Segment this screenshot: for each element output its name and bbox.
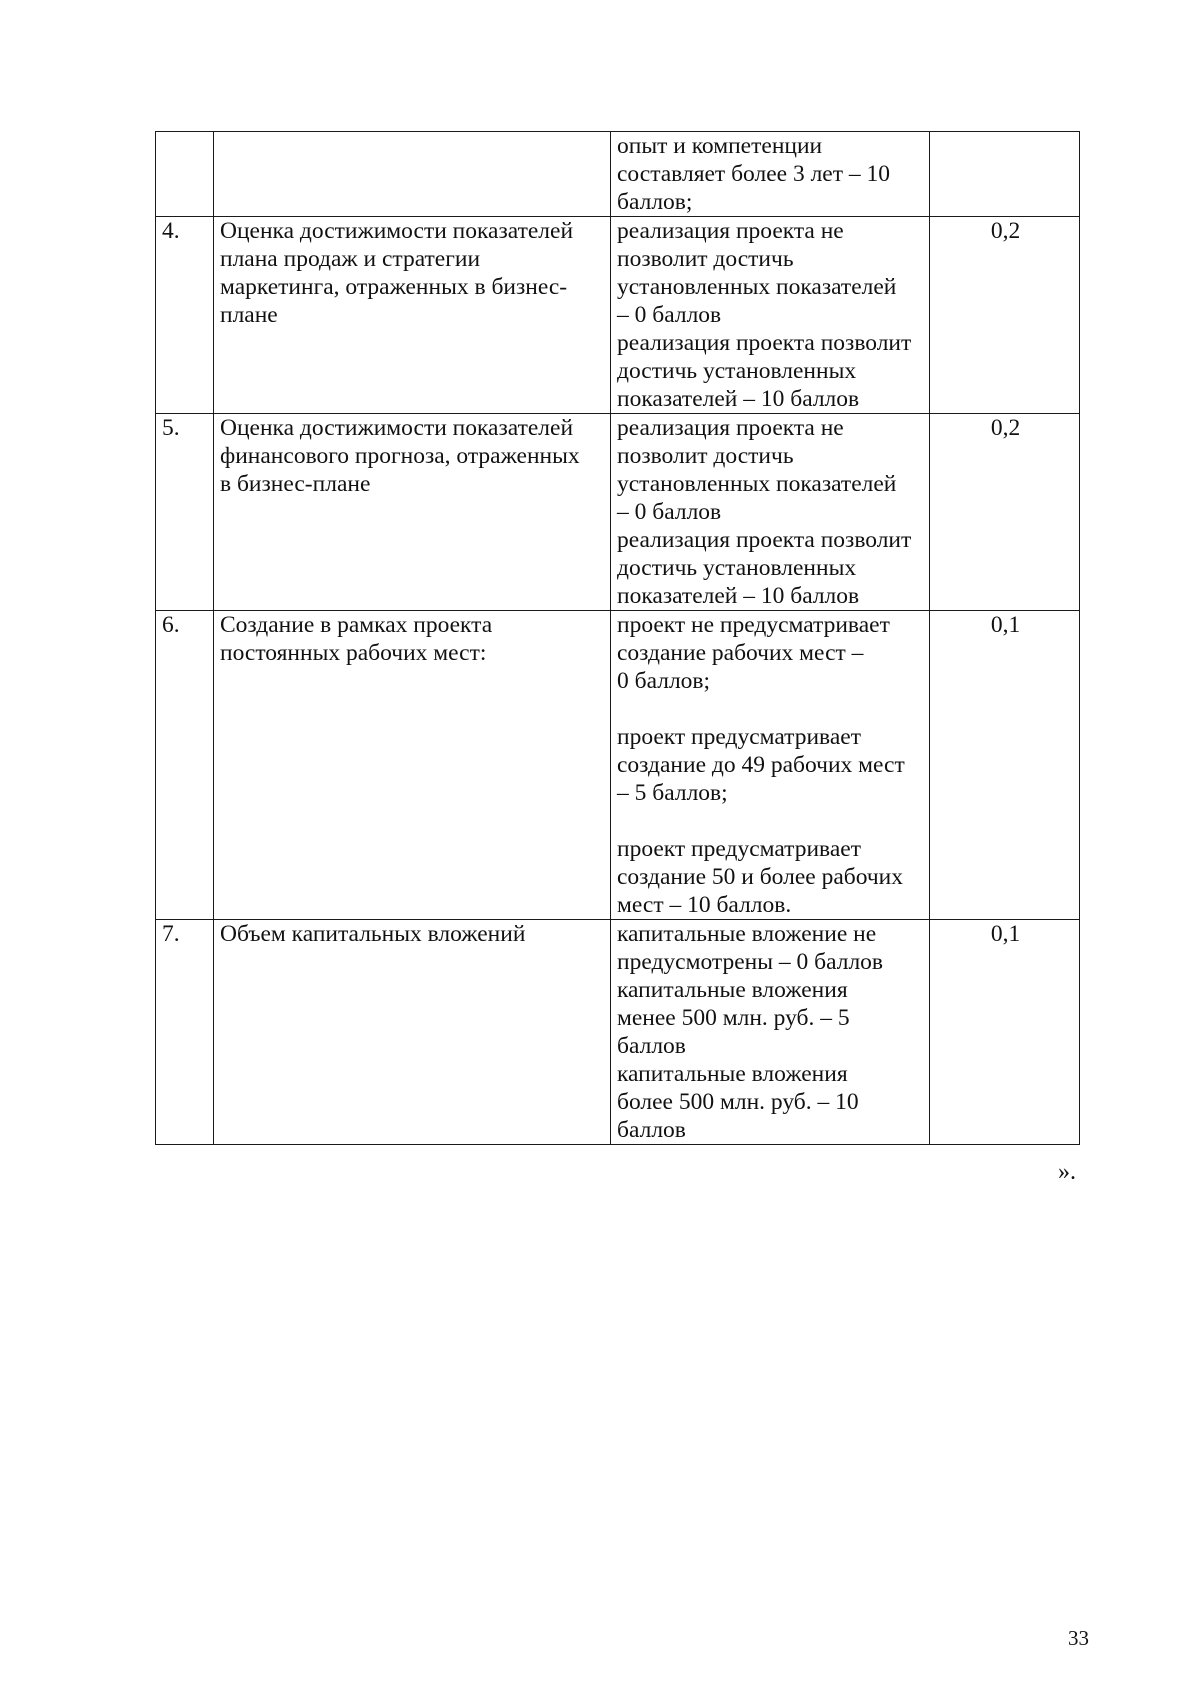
weight-cell <box>930 611 1080 920</box>
scoring-criteria-line: 0 баллов; <box>617 668 711 694</box>
scoring-criteria-line: капитальные вложения <box>617 1061 848 1087</box>
indicator-name-line: маркетинга, отраженных в бизнес- <box>220 274 568 300</box>
scoring-criteria-line: реализация проекта не <box>617 218 844 244</box>
table-row <box>156 920 1080 1145</box>
criteria-spacer <box>617 695 925 723</box>
indicator-name-line: Объем капитальных вложений <box>220 921 526 947</box>
scoring-criteria-line: позволит достичь <box>617 443 794 469</box>
weight-cell <box>930 414 1080 611</box>
scoring-criteria-line: опыт и компетенции <box>617 133 823 159</box>
weight-value: 0,2 <box>990 218 1021 244</box>
weight-value: 0,1 <box>990 612 1021 638</box>
scoring-criteria-line: реализация проекта позволит <box>617 527 912 553</box>
weight-cell <box>930 132 1080 217</box>
row-number-cell <box>156 217 214 414</box>
scoring-criteria-cell <box>611 217 930 414</box>
scoring-criteria-line: баллов; <box>617 189 693 215</box>
scoring-criteria-line: реализация проекта не <box>617 415 844 441</box>
row-number: 6. <box>162 612 180 638</box>
scoring-criteria-line: менее 500 млн. руб. – 5 <box>617 1005 850 1031</box>
scoring-criteria-line: создание до 49 рабочих мест <box>617 752 905 778</box>
scoring-criteria-line: – 5 баллов; <box>617 780 728 806</box>
scoring-criteria-line: достичь установленных <box>617 555 857 581</box>
indicator-name-line: Оценка достижимости показателей <box>220 218 574 244</box>
weight-value: 0,2 <box>990 415 1021 441</box>
scoring-criteria-line: реализация проекта позволит <box>617 330 912 356</box>
scoring-criteria-line: создание рабочих мест – <box>617 640 864 666</box>
scoring-criteria-line: установленных показателей <box>617 274 897 300</box>
indicator-name-cell <box>214 611 611 920</box>
scoring-criteria-line: проект предусматривает <box>617 836 861 862</box>
row-number-cell <box>156 414 214 611</box>
criteria-table <box>155 131 1080 1145</box>
indicator-name-line: Создание в рамках проекта <box>220 612 493 638</box>
scoring-criteria-line: более 500 млн. руб. – 10 <box>617 1089 859 1115</box>
closing-quote: ». <box>1058 1159 1076 1185</box>
indicator-name-line: в бизнес-плане <box>220 471 371 497</box>
scoring-criteria-line: – 0 баллов <box>617 499 722 525</box>
row-number-cell <box>156 132 214 217</box>
scoring-criteria-line: создание 50 и более рабочих <box>617 864 903 890</box>
scoring-criteria-line: капитальные вложение не <box>617 921 877 947</box>
criteria-spacer <box>617 807 925 835</box>
table-row <box>156 217 1080 414</box>
scoring-criteria-line: проект не предусматривает <box>617 612 890 638</box>
scoring-criteria-line: баллов <box>617 1117 686 1143</box>
scoring-criteria-cell <box>611 414 930 611</box>
scoring-criteria-cell <box>611 920 930 1145</box>
scoring-criteria-line: составляет более 3 лет – 10 <box>617 161 890 187</box>
scoring-criteria-line: достичь установленных <box>617 358 857 384</box>
indicator-name-line: Оценка достижимости показателей <box>220 415 574 441</box>
criteria-table-body <box>156 132 1080 1145</box>
scoring-criteria-line: мест – 10 баллов. <box>617 892 792 918</box>
weight-value: 0,1 <box>990 921 1021 947</box>
table-row <box>156 414 1080 611</box>
indicator-name-cell <box>214 920 611 1145</box>
scoring-criteria-line: баллов <box>617 1033 686 1059</box>
table-row <box>156 132 1080 217</box>
indicator-name-cell <box>214 414 611 611</box>
scoring-criteria-line: проект предусматривает <box>617 724 861 750</box>
indicator-name-line: постоянных рабочих мест: <box>220 640 487 666</box>
row-number: 7. <box>162 921 180 947</box>
weight-cell <box>930 217 1080 414</box>
row-number: 4. <box>162 218 180 244</box>
scoring-criteria-line: показателей – 10 баллов <box>617 386 860 412</box>
indicator-name-cell <box>214 132 611 217</box>
scoring-criteria-line: показателей – 10 баллов <box>617 583 860 609</box>
weight-cell <box>930 920 1080 1145</box>
scoring-criteria-line: капитальные вложения <box>617 977 848 1003</box>
row-number: 5. <box>162 415 180 441</box>
indicator-name-line: плане <box>220 302 278 328</box>
row-number-cell <box>156 611 214 920</box>
scoring-criteria-cell <box>611 611 930 920</box>
indicator-name-line: плана продаж и стратегии <box>220 246 481 272</box>
scoring-criteria-line: – 0 баллов <box>617 302 722 328</box>
indicator-name-cell <box>214 217 611 414</box>
scoring-criteria-line: позволит достичь <box>617 246 794 272</box>
scoring-criteria-line: предусмотрены – 0 баллов <box>617 949 884 975</box>
indicator-name-line: финансового прогноза, отраженных <box>220 443 580 469</box>
table-row <box>156 611 1080 920</box>
scoring-criteria-line: установленных показателей <box>617 471 897 497</box>
row-number-cell <box>156 920 214 1145</box>
scoring-criteria-cell <box>611 132 930 217</box>
page-number: 33 <box>1068 1626 1089 1650</box>
